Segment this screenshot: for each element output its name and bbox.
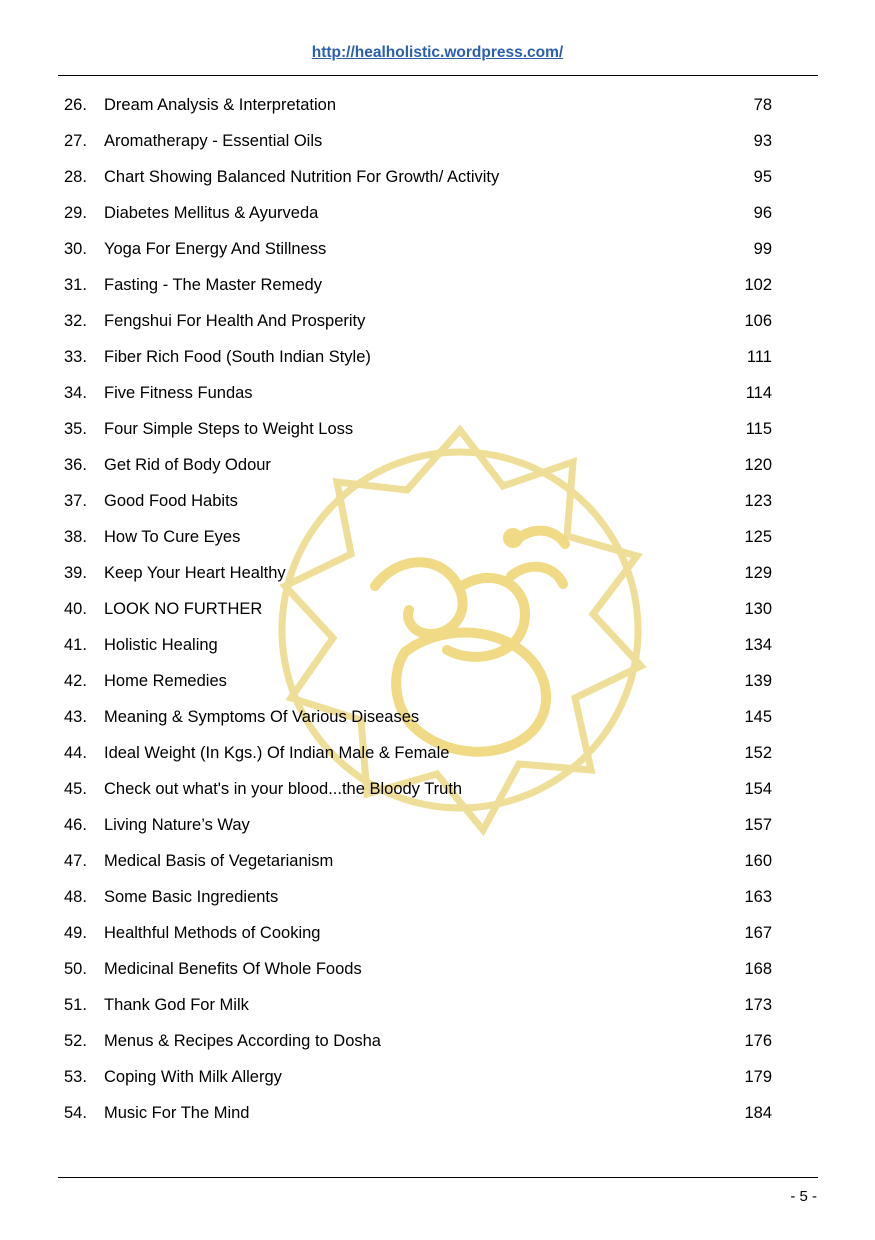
toc-entry-title: Thank God For Milk (104, 996, 249, 1014)
toc-entry-number: 53. (64, 1068, 87, 1086)
toc-entry[interactable] (58, 852, 818, 888)
toc-entry-number: 28. (64, 168, 87, 186)
toc-entry-title: Chart Showing Balanced Nutrition For Growth/ Activity (104, 168, 500, 186)
toc-entry-number: 32. (64, 312, 87, 330)
toc-entry-number: 27. (64, 132, 87, 150)
toc-entry-title: Five Fitness Fundas (104, 384, 253, 402)
toc-entry-title: Keep Your Heart Healthy (104, 564, 286, 582)
toc-entry-number: 31. (64, 276, 87, 294)
toc-entry-title: Medical Basis of Vegetarianism (104, 852, 334, 870)
toc-entry-number: 49. (64, 924, 87, 942)
toc-entry[interactable] (58, 1032, 818, 1068)
toc-entry-number: 33. (64, 348, 87, 366)
toc-entry[interactable] (58, 636, 818, 672)
toc-entry-page: 111 (746, 348, 772, 366)
toc-entry-title: LOOK NO FURTHER (104, 600, 263, 618)
toc-entry[interactable] (58, 456, 818, 492)
toc-entry-number: 48. (64, 888, 87, 906)
toc-entry-number: 41. (64, 636, 87, 654)
toc-entry[interactable] (58, 204, 818, 240)
toc-entry-page: 176 (744, 1032, 772, 1050)
toc-entry-title: Diabetes Mellitus & Ayurveda (104, 204, 319, 222)
toc-entry-title: How To Cure Eyes (104, 528, 241, 546)
toc-entry-number: 42. (64, 672, 87, 690)
toc-entry[interactable] (58, 924, 818, 960)
toc-entry-number: 37. (64, 492, 87, 510)
toc-entry-page: 125 (744, 528, 772, 546)
toc-entry-page: 78 (753, 96, 772, 114)
toc-entry-page: 168 (744, 960, 772, 978)
toc-entry-title: Aromatherapy - Essential Oils (104, 132, 323, 150)
toc-entry[interactable] (58, 276, 818, 312)
toc-entry-page: 134 (744, 636, 772, 654)
footer-divider (58, 1177, 818, 1178)
header-divider (58, 75, 818, 76)
toc-entry-title: Yoga For Energy And Stillness (104, 240, 327, 258)
toc-entry-page: 130 (744, 600, 772, 618)
toc-entry-number: 39. (64, 564, 87, 582)
toc-entry-page: 106 (744, 312, 772, 330)
toc-entry-page: 96 (753, 204, 772, 222)
toc-entry-number: 44. (64, 744, 87, 762)
toc-entry-title: Home Remedies (104, 672, 227, 690)
toc-entry-number: 50. (64, 960, 87, 978)
toc-entry-page: 173 (744, 996, 772, 1014)
toc-entry[interactable] (58, 600, 818, 636)
toc-entry[interactable] (58, 708, 818, 744)
toc-entry-title: Music For The Mind (104, 1104, 250, 1122)
toc-entry-page: 115 (745, 420, 772, 438)
toc-entry-page: 179 (744, 1068, 772, 1086)
toc-entry[interactable] (58, 96, 818, 132)
toc-entry[interactable] (58, 528, 818, 564)
toc-entry[interactable] (58, 492, 818, 528)
toc-entry-title: Fengshui For Health And Prosperity (104, 312, 366, 330)
toc-entry-page: 129 (744, 564, 772, 582)
toc-entry-number: 52. (64, 1032, 87, 1050)
toc-entry-number: 54. (64, 1104, 87, 1122)
toc-entry-number: 35. (64, 420, 87, 438)
toc-entry[interactable] (58, 1068, 818, 1104)
toc-entry-number: 43. (64, 708, 87, 726)
toc-entry-page: 123 (744, 492, 772, 510)
toc-entry-page: 99 (753, 240, 772, 258)
toc-entry-page: 167 (744, 924, 772, 942)
toc-entry-number: 51. (64, 996, 87, 1014)
toc-entry-title: Healthful Methods of Cooking (104, 924, 321, 942)
toc-entry-number: 45. (64, 780, 87, 798)
toc-entry-title: Good Food Habits (104, 492, 238, 510)
toc-entry-number: 36. (64, 456, 87, 474)
toc-entry-number: 46. (64, 816, 87, 834)
toc-entry[interactable] (58, 996, 818, 1032)
toc-entry-number: 29. (64, 204, 87, 222)
toc-entry-number: 26. (64, 96, 87, 114)
toc-entry-page: 114 (745, 384, 772, 402)
toc-entry-title: Some Basic Ingredients (104, 888, 279, 906)
toc-entry[interactable] (58, 168, 818, 204)
page-number: - 5 - (790, 1188, 817, 1205)
toc-entry[interactable] (58, 348, 818, 384)
toc-entry-page: 145 (744, 708, 772, 726)
toc-entry[interactable] (58, 384, 818, 420)
toc-entry-title: Check out what's in your blood...the Bloody Truth (104, 780, 463, 798)
toc-entry[interactable] (58, 564, 818, 600)
toc-entry[interactable] (58, 312, 818, 348)
toc-entry-title: Four Simple Steps to Weight Loss (104, 420, 354, 438)
table-of-contents (58, 96, 818, 1140)
toc-entry-page: 139 (744, 672, 772, 690)
toc-entry[interactable] (58, 888, 818, 924)
header-site-url[interactable]: http://healholistic.wordpress.com/ (311, 44, 564, 61)
toc-entry-page: 120 (744, 456, 772, 474)
toc-entry-title: Meaning & Symptoms Of Various Diseases (104, 708, 420, 726)
toc-entry-title: Medicinal Benefits Of Whole Foods (104, 960, 362, 978)
toc-entry-page: 154 (744, 780, 772, 798)
toc-entry-title: Coping With Milk Allergy (104, 1068, 282, 1086)
toc-entry-page: 93 (753, 132, 772, 150)
toc-entry[interactable] (58, 240, 818, 276)
toc-entry-title: Fiber Rich Food (South Indian Style) (104, 348, 371, 366)
toc-entry-page: 102 (744, 276, 772, 294)
toc-entry[interactable] (58, 744, 818, 780)
toc-entry-title: Menus & Recipes According to Dosha (104, 1032, 381, 1050)
toc-entry-title: Get Rid of Body Odour (104, 456, 271, 474)
toc-entry-page: 157 (744, 816, 772, 834)
toc-entry-number: 40. (64, 600, 87, 618)
toc-entry[interactable] (58, 960, 818, 996)
toc-entry[interactable] (58, 780, 818, 816)
toc-entry-page: 95 (753, 168, 772, 186)
toc-entry[interactable] (58, 672, 818, 708)
toc-entry-title: Living Nature’s Way (104, 816, 250, 834)
toc-entry-page: 163 (744, 888, 772, 906)
toc-entry-page: 184 (744, 1104, 772, 1122)
toc-entry-number: 38. (64, 528, 87, 546)
toc-entry-page: 160 (744, 852, 772, 870)
toc-entry[interactable] (58, 420, 818, 456)
toc-entry[interactable] (58, 1104, 818, 1140)
toc-entry-number: 34. (64, 384, 87, 402)
toc-entry-page: 152 (744, 744, 772, 762)
toc-entry-title: Ideal Weight (In Kgs.) Of Indian Male & Female (104, 744, 450, 762)
toc-entry[interactable] (58, 816, 818, 852)
toc-entry-number: 47. (64, 852, 87, 870)
toc-entry-title: Fasting - The Master Remedy (104, 276, 322, 294)
toc-entry-title: Holistic Healing (104, 636, 218, 654)
toc-entry-number: 30. (64, 240, 87, 258)
toc-entry[interactable] (58, 132, 818, 168)
toc-entry-title: Dream Analysis & Interpretation (104, 96, 337, 114)
